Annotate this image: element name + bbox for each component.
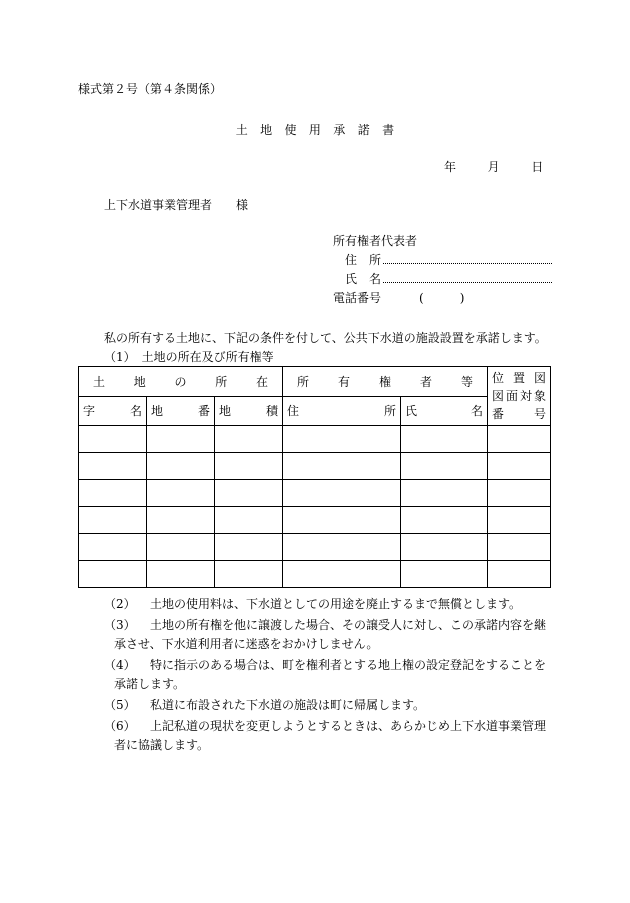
header-aza-char: 名 <box>129 404 142 419</box>
header-land-location-char: 在 <box>256 374 269 389</box>
table-cell[interactable] <box>488 426 551 453</box>
owner-address-line[interactable] <box>383 251 552 264</box>
owner-block <box>333 232 552 308</box>
table-cell[interactable] <box>283 561 401 588</box>
table-cell[interactable] <box>401 507 488 534</box>
condition-item <box>104 616 556 654</box>
header-land-location-char: 所 <box>215 374 228 389</box>
header-position-map-char: 位 <box>492 371 505 385</box>
table-row <box>79 507 551 534</box>
table-cell[interactable] <box>79 426 147 453</box>
owner-name-line[interactable] <box>383 270 552 283</box>
owner-name-row <box>333 270 552 289</box>
table-row <box>79 453 551 480</box>
header-position-map-char: 図 <box>492 389 505 403</box>
header-land-location <box>79 367 283 397</box>
table-cell[interactable] <box>401 453 488 480</box>
table-cell[interactable] <box>147 480 215 507</box>
owner-phone-paren[interactable]: ( ) <box>419 291 465 305</box>
header-owner-char: 所 <box>297 374 310 389</box>
table-cell[interactable] <box>283 426 401 453</box>
table-cell[interactable] <box>79 480 147 507</box>
table-cell[interactable] <box>215 453 283 480</box>
header-aza <box>79 396 147 426</box>
table-cell[interactable] <box>283 480 401 507</box>
header-name <box>401 396 488 426</box>
table-row <box>79 561 551 588</box>
addressee: 上下水道事業管理者 様 <box>104 198 249 212</box>
table-cell[interactable] <box>147 561 215 588</box>
header-area <box>215 396 283 426</box>
header-address <box>283 396 401 426</box>
condition-number: （5） <box>104 698 136 712</box>
table-cell[interactable] <box>79 561 147 588</box>
header-owner-char: 者 <box>420 374 433 389</box>
table-cell[interactable] <box>79 453 147 480</box>
condition-number: （3） <box>104 618 136 632</box>
header-position-map-char: 置 <box>513 371 526 385</box>
table-cell[interactable] <box>488 534 551 561</box>
table-row <box>79 426 551 453</box>
table-cell[interactable] <box>79 534 147 561</box>
conditions-list <box>104 595 556 757</box>
header-aza-char: 字 <box>83 404 96 419</box>
condition-text-continued: 者に協議します。 <box>114 738 210 752</box>
header-position-map-char: 番 <box>492 407 505 421</box>
condition-item <box>104 717 556 755</box>
condition-text: 特に指示のある場合は、町を権利者とする地上権の設定登記をすることを <box>150 658 547 672</box>
table-cell[interactable] <box>488 480 551 507</box>
table-cell[interactable] <box>401 561 488 588</box>
owner-phone-row <box>333 289 552 308</box>
table-row <box>79 534 551 561</box>
header-position-map-char: 面 <box>506 389 519 403</box>
date-month: 月 <box>487 160 500 174</box>
header-address-char: 住 <box>287 404 300 419</box>
table-cell[interactable] <box>79 507 147 534</box>
condition-number: （6） <box>104 719 136 733</box>
header-land-location-char: の <box>174 374 187 389</box>
header-owner-char: 等 <box>461 374 474 389</box>
header-chiban-char: 地 <box>151 404 164 419</box>
table-cell[interactable] <box>283 453 401 480</box>
table-cell[interactable] <box>147 534 215 561</box>
table-cell[interactable] <box>215 561 283 588</box>
table-cell[interactable] <box>401 480 488 507</box>
condition-text: 土地の所有権を他に譲渡した場合、その譲受人に対し、この承諾内容を継 <box>150 618 547 632</box>
document-title: 土 地 使 用 承 諾 書 <box>235 123 395 137</box>
table-cell[interactable] <box>215 480 283 507</box>
condition-text-continued: 承諾します。 <box>114 677 186 691</box>
table-cell[interactable] <box>283 507 401 534</box>
table-cell[interactable] <box>215 534 283 561</box>
table-cell[interactable] <box>215 507 283 534</box>
table-cell[interactable] <box>147 453 215 480</box>
table-cell[interactable] <box>147 507 215 534</box>
header-position-map-char: 対 <box>520 389 533 403</box>
header-land-location-char: 地 <box>133 374 146 389</box>
condition-number: （2） <box>104 597 136 611</box>
date-year: 年 <box>444 160 457 174</box>
statement: 私の所有する土地に、下記の条件を付して、公共下水道の施設設置を承諾します。 <box>104 331 547 345</box>
header-name-char: 氏 <box>405 404 418 419</box>
condition-item <box>104 595 556 614</box>
header-owner-char: 権 <box>379 374 392 389</box>
owner-address-row <box>333 251 552 270</box>
table-cell[interactable] <box>401 426 488 453</box>
table-cell[interactable] <box>488 507 551 534</box>
header-chiban <box>147 396 215 426</box>
header-area-char: 地 <box>219 404 232 419</box>
date-day: 日 <box>531 160 544 174</box>
land-table <box>78 366 551 588</box>
condition-text-continued: 承させ、下水道利用者に迷惑をおかけしません。 <box>114 637 379 651</box>
date-line <box>444 158 543 175</box>
table-cell[interactable] <box>401 534 488 561</box>
condition-item <box>104 656 556 694</box>
condition-number: （4） <box>104 658 136 672</box>
header-owner <box>283 367 488 397</box>
condition-item <box>104 696 556 715</box>
table-cell[interactable] <box>283 534 401 561</box>
header-position-map-char: 象 <box>533 389 546 403</box>
condition-text: 土地の使用料は、下水道としての用途を廃止するまで無償とします。 <box>150 597 522 611</box>
condition-text: 私道に布設された下水道の施設は町に帰属します。 <box>150 698 426 712</box>
owner-address-label: 住 所 <box>345 253 382 267</box>
header-position-map <box>488 367 551 426</box>
form-number: 様式第２号（第４条関係） <box>78 82 223 96</box>
table-row <box>79 480 551 507</box>
header-land-location-char: 土 <box>93 374 106 389</box>
header-position-map-char: 号 <box>534 407 547 421</box>
owner-heading: 所有権者代表者 <box>333 234 418 248</box>
table-cell[interactable] <box>488 561 551 588</box>
header-address-char: 所 <box>384 404 397 419</box>
header-name-char: 名 <box>471 404 484 419</box>
table-cell[interactable] <box>488 453 551 480</box>
section1-title: （1） 土地の所在及び所有権等 <box>104 350 274 364</box>
owner-name-label: 氏 名 <box>345 272 382 286</box>
header-area-char: 積 <box>266 404 279 419</box>
table-cell[interactable] <box>147 426 215 453</box>
header-owner-char: 有 <box>338 374 351 389</box>
condition-text: 上記私道の現状を変更しようとするときは、あらかじめ上下水道事業管理 <box>150 719 547 733</box>
table-cell[interactable] <box>215 426 283 453</box>
header-position-map-char: 図 <box>534 371 547 385</box>
header-chiban-char: 番 <box>197 404 210 419</box>
owner-phone-label: 電話番号 <box>333 291 382 305</box>
